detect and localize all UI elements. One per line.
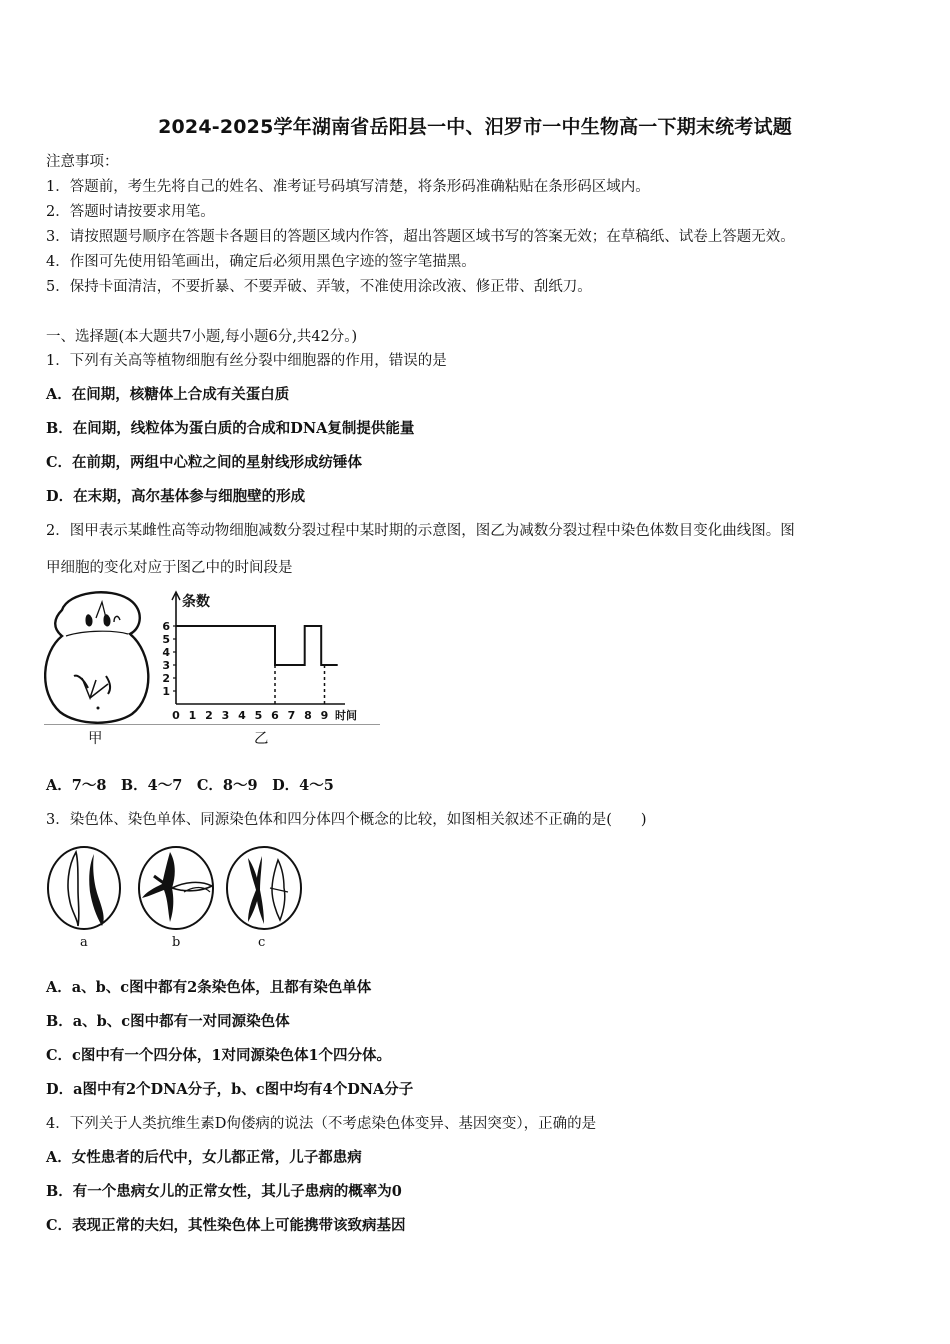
question-3-stem: 3．染色体、染色单体、同源染色体和四分体四个概念的比较，如图相关叙述不正确的是( ) (46, 812, 647, 828)
y-tick-label: 5 (162, 633, 170, 646)
y-axis-label: 条数 (182, 594, 210, 610)
question-2-stem-line1: 2．图甲表示某雌性高等动物细胞减数分裂过程中某时期的示意图，图乙为减数分裂过程中染色体数目变化曲线图。图 (46, 523, 795, 539)
notice-heading: 注意事项： (46, 154, 119, 170)
q3-option-d: D．a图中有2个DNA分子，b、c图中均有4个DNA分子 (46, 1081, 414, 1098)
q1-option-c: C．在前期，两组中心粒之间的星射线形成纺锤体 (46, 454, 363, 471)
chromosome-cell-a (48, 847, 120, 929)
chromosome-cell-c (227, 847, 301, 929)
question-4-stem: 4．下列关于人类抗维生素D佝偻病的说法（不考虑染色体变异、基因突变），正确的是 (46, 1116, 597, 1132)
notice-item-4: 4．作图可先使用铅笔画出，确定后必须用黑色字迹的签字笔描黑。 (46, 254, 476, 270)
chromosome-count-line (176, 626, 338, 665)
figure-label-yi: 乙 (254, 731, 269, 747)
x-tick-label: 2 (205, 709, 213, 722)
y-tick-label: 6 (162, 620, 170, 633)
section-heading: 一、选择题(本大题共7小题,每小题6分,共42分。) (46, 329, 358, 345)
x-tick-label: 4 (238, 709, 246, 722)
y-tick-label: 1 (162, 685, 170, 698)
notice-item-5: 5．保持卡面清洁，不要折暴、不要弄破、弄皱，不准使用涂改液、修正带、刮纸刀。 (46, 279, 592, 295)
q3-option-a: A．a、b、c图中都有2条染色体，且都有染色单体 (46, 979, 372, 996)
x-tick-label: 3 (221, 709, 230, 722)
chromosome-label-c: c (258, 935, 266, 950)
q2-options: A．7～8 B．4～7 C．8～9 D．4～5 (46, 777, 334, 794)
question-2-stem-line2: 甲细胞的变化对应于图乙中的时间段是 (46, 560, 293, 576)
x-tick-label: 6 (271, 709, 279, 722)
y-tick-label: 4 (162, 646, 170, 659)
q1-option-d: D．在末期，高尔基体参与细胞壁的形成 (46, 488, 306, 505)
x-tick-label: 8 (304, 709, 312, 722)
x-axis-label: 时间 (335, 709, 357, 722)
q3-option-b: B．a、b、c图中都有一对同源染色体 (46, 1013, 290, 1030)
notice-item-3: 3．请按照题号顺序在答题卡各题目的答题区域内作答，超出答题区域书写的答案无效；在草稿纸、试卷上答题无效。 (46, 229, 795, 245)
figure-jia-cell (44, 588, 164, 728)
y-tick-label: 3 (162, 659, 170, 672)
q1-option-a: A．在间期，核糖体上合成有关蛋白质 (46, 386, 290, 403)
q1-option-b: B．在间期，线粒体为蛋白质的合成和DNA复制提供能量 (46, 420, 415, 437)
x-tick-label: 5 (254, 709, 263, 722)
chromosome-label-a: a (80, 935, 88, 950)
figure-baseline (44, 724, 380, 725)
chromosome-cell-b (139, 847, 213, 929)
q4-option-b: B．有一个患病女儿的正常女性，其儿子患病的概率为0 (46, 1183, 402, 1200)
chromosome-label-b: b (172, 935, 181, 950)
x-tick-label: 0 (172, 709, 180, 722)
y-tick-label: 2 (162, 672, 170, 685)
question-1-stem: 1．下列有关高等植物细胞有丝分裂中细胞器的作用，错误的是 (46, 353, 447, 369)
page-title: 2024-2025学年湖南省岳阳县一中、汨罗市一中生物高一下期末统考试题 (158, 116, 792, 138)
figure-label-jia: 甲 (88, 731, 103, 747)
q3-option-c: C．c图中有一个四分体，1对同源染色体1个四分体。 (46, 1047, 392, 1064)
x-tick-label: 1 (188, 709, 197, 722)
figure-yi-chart (160, 588, 382, 724)
notice-item-1: 1．答题前，考生先将自己的姓名、准考证号码填写清楚，将条形码准确粘贴在条形码区域内。 (46, 179, 650, 195)
x-tick-label: 7 (287, 709, 296, 722)
x-tick-label: 9 (320, 709, 329, 722)
notice-item-2: 2．答题时请按要求用笔。 (46, 204, 215, 220)
q4-option-a: A．女性患者的后代中，女儿都正常，儿子都患病 (46, 1149, 362, 1166)
q4-option-c: C．表现正常的夫妇，其性染色体上可能携带该致病基因 (46, 1217, 406, 1234)
